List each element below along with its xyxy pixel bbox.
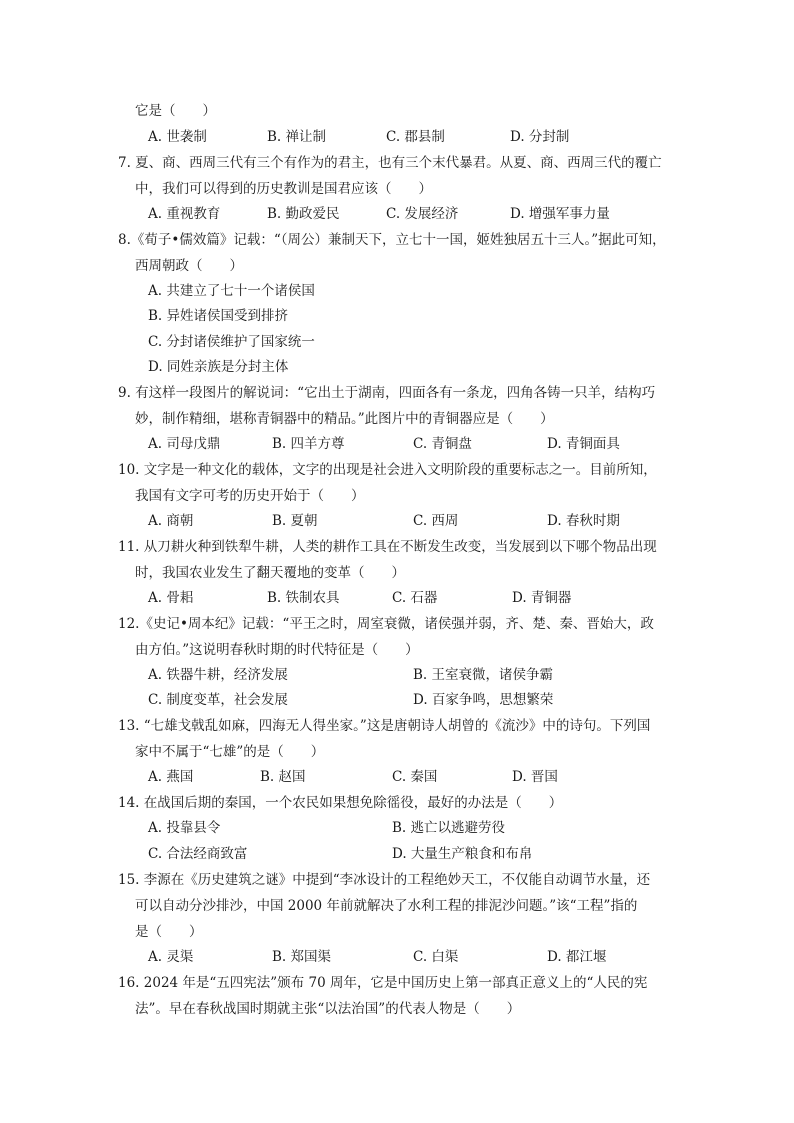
question-6-option-b: B. 禅让制 [267,129,327,145]
question-7-option-c: C. 发展经济 [386,206,459,222]
question-15-line-2: 可以自动分沙排沙，中国 2000 年前就解决了水利工程的排泥沙问题。”该“工程”指的 [135,898,638,914]
question-14-option-c: C. 合法经商致富 [148,846,248,862]
question-8-line-2: 西周朝政（ ） [135,258,243,274]
question-6-text: 它是（ ） [135,103,216,119]
question-12-option-a: A. 铁器牛耕，经济发展 [148,667,288,683]
question-15-line-1: 15. 李源在《历史建筑之谜》中提到“李冰设计的工程绝妙天工，不仅能自动调节水量，还 [118,872,651,888]
question-13-option-d: D. 晋国 [512,769,558,785]
question-11-option-b: B. 铁制农具 [267,590,340,606]
question-12-option-b: B. 王室衰微，诸侯争霸 [413,667,554,683]
question-10-option-d: D. 春秋时期 [547,513,620,529]
question-9-line-2: 妙，制作精细，堪称青铜器中的精品。”此图片中的青铜器应是（ ） [135,411,554,427]
question-14-option-a: A. 投靠县令 [148,820,221,836]
question-9-option-c: C. 青铜盘 [413,436,472,452]
question-12-line-2: 由方伯。”这说明春秋时期的时代特征是（ ） [135,642,419,658]
question-11-line-2: 时，我国农业发生了翻天覆地的变革（ ） [135,565,405,581]
question-13-option-a: A. 燕国 [148,769,194,785]
question-13-option-c: C. 秦国 [392,769,438,785]
question-9-option-b: B. 四羊方尊 [272,436,345,452]
question-6-option-d: D. 分封制 [510,129,570,145]
question-12-line-1: 12.《史记•周本纪》记载：“平王之时，周室衰微，诸侯强并弱，齐、楚、秦、晋始大，政 [118,616,654,632]
question-7-line-1: 7. 夏、商、西周三代有三个有作为的君主，也有三个末代暴君。从夏、商、西周三代的覆亡 [118,155,662,171]
question-15-option-d: D. 都江堰 [547,949,607,965]
question-9-option-d: D. 青铜面具 [547,436,620,452]
question-10-line-2: 我国有文字可考的历史开始于（ ） [135,488,365,504]
question-10-option-a: A. 商朝 [148,513,194,529]
question-11-line-1: 11. 从刀耕火种到铁犁牛耕，人类的耕作工具在不断发生改变，当发展到以下哪个物品出现 [118,539,657,555]
question-8-option-b: B. 异姓诸侯国受到排挤 [148,308,289,324]
question-8-option-c: C. 分封诸侯维护了国家统一 [148,334,315,350]
question-8-option-a: A. 共建立了七十一个诸侯国 [148,283,315,299]
question-14-option-b: B. 逃亡以逃避劳役 [392,820,506,836]
question-10-option-b: B. 夏朝 [272,513,318,529]
question-13-line-1: 13. “七雄戈戟乱如麻，四海无人得坐家。”这是唐朝诗人胡曾的《流沙》中的诗句。下列国 [118,718,651,734]
question-7-option-b: B. 勤政爱民 [267,206,340,222]
question-9-line-1: 9. 有这样一段图片的解说词：“它出土于湖南，四面各有一条龙，四角各铸一只羊，结构巧 [118,385,656,401]
question-10-line-1: 10. 文字是一种文化的载体，文字的出现是社会进入文明阶段的重要标志之一。目前所知， [118,462,657,478]
question-14-line-1: 14. 在战国后期的秦国，一个农民如果想免除徭役，最好的办法是（ ） [118,795,563,811]
question-7-option-a: A. 重视教育 [148,206,221,222]
question-7-option-d: D. 增强军事力量 [510,206,610,222]
question-15-line-3: 是（ ） [135,924,203,940]
question-6-option-c: C. 郡县制 [386,129,445,145]
question-12-option-c: C. 制度变革，社会发展 [148,692,288,708]
question-9-option-a: A. 司母戊鼎 [148,436,221,452]
question-16-line-2: 法”。早在春秋战国时期就主张“以法治国”的代表人物是（ ） [135,1001,521,1017]
question-15-option-a: A. 灵渠 [148,949,194,965]
question-8-option-d: D. 同姓亲族是分封主体 [148,359,289,375]
question-7-line-2: 中，我们可以得到的历史教训是国君应该（ ） [135,181,432,197]
question-11-option-d: D. 青铜器 [512,590,572,606]
question-12-option-d: D. 百家争鸣，思想繁荣 [413,692,554,708]
question-11-option-c: C. 石器 [392,590,438,606]
question-8-line-1: 8.《荀子•儒效篇》记载：“（周公）兼制天下，立七十一国，姬姓独居五十三人。”据此可知， [118,232,666,248]
question-15-option-c: C. 白渠 [413,949,459,965]
question-14-option-d: D. 大量生产粮食和布帛 [392,846,533,862]
question-13-option-b: B. 赵国 [260,769,306,785]
question-15-option-b: B. 郑国渠 [272,949,332,965]
question-6-option-a: A. 世袭制 [148,129,207,145]
question-11-option-a: A. 骨耜 [148,590,194,606]
question-10-option-c: C. 西周 [413,513,459,529]
question-13-line-2: 家中不属于“七雄”的是（ ） [135,744,325,760]
question-16-line-1: 16. 2024 年是“五四宪法”颁布 70 周年，它是中国历史上第一部真正意义上的“人民的宪 [118,975,648,991]
